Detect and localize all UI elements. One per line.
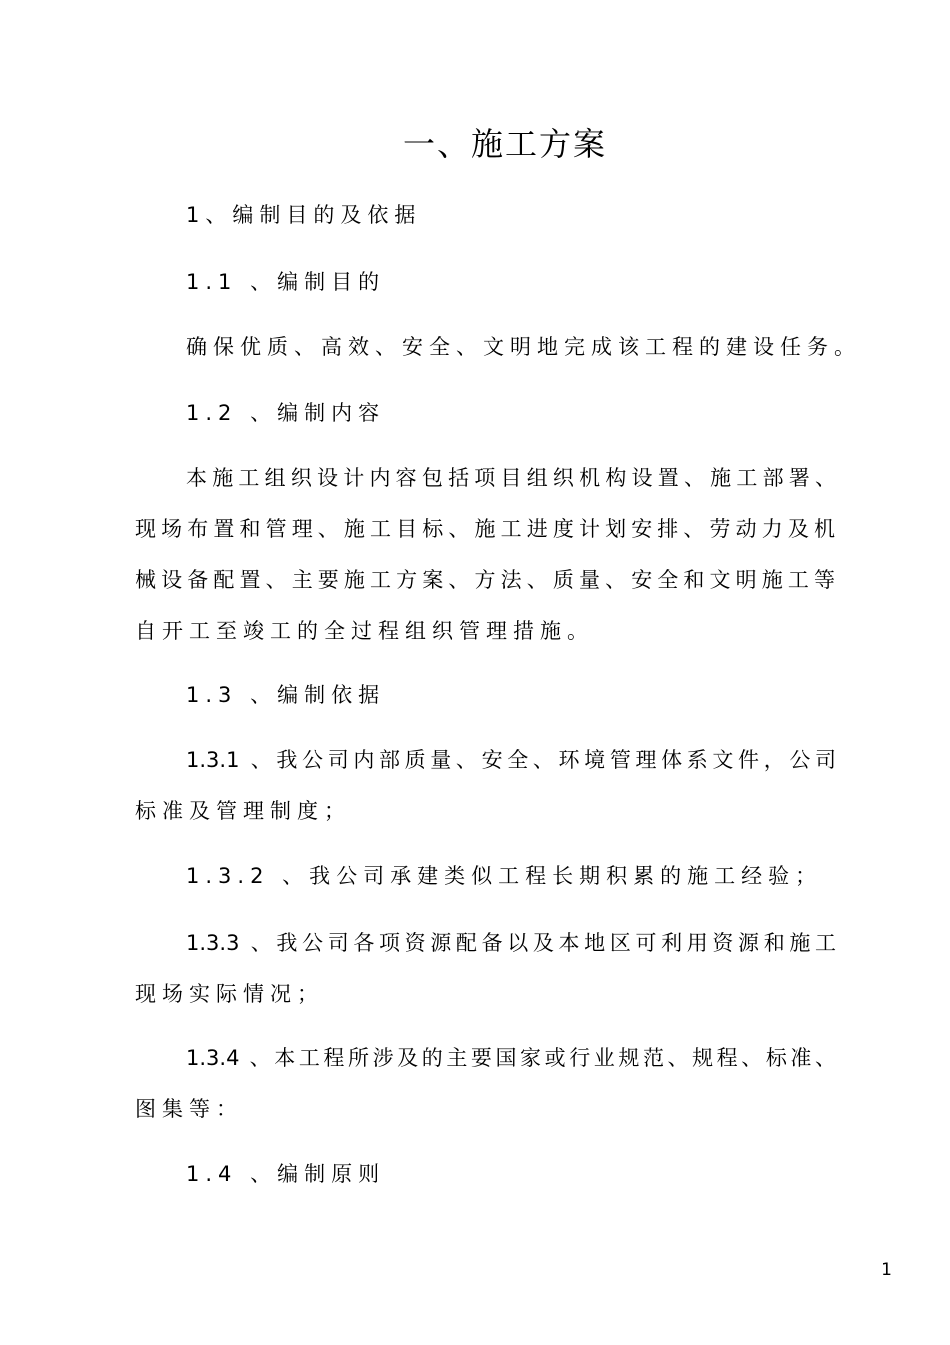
heading-1: 1、编制目的及依据 bbox=[186, 203, 422, 227]
item-1-3-4-line-2: 图集等： bbox=[135, 1097, 243, 1121]
paragraph-purpose: 确保优质、高效、安全、文明地完成该工程的建设任务。 bbox=[186, 335, 861, 359]
section-title: 一、施工方案 bbox=[402, 125, 607, 163]
item-1-3-1-line-2: 标准及管理制度； bbox=[135, 799, 351, 823]
paragraph-content-line-4: 自开工至竣工的全过程组织管理措施。 bbox=[135, 619, 594, 643]
heading-1-4: 1.4 、编制原则 bbox=[186, 1162, 386, 1186]
page-number: 1 bbox=[881, 1260, 892, 1280]
heading-1-3: 1.3 、编制依据 bbox=[186, 683, 386, 707]
paragraph-content-line-2: 现场布置和管理、施工目标、施工进度计划安排、劳动力及机 bbox=[135, 517, 835, 541]
heading-1-2: 1.2 、编制内容 bbox=[186, 401, 386, 425]
paragraph-content-line-3: 械设备配置、主要施工方案、方法、质量、安全和文明施工等 bbox=[135, 568, 835, 592]
heading-1-1: 1.1 、编制目的 bbox=[186, 270, 386, 294]
item-1-3-3-line-2: 现场实际情况； bbox=[135, 982, 324, 1006]
paragraph-content-line-1: 本施工组织设计内容包括项目组织机构设置、施工部署、 bbox=[186, 466, 836, 490]
item-1-3-3-line-1: 1.3.3 、我公司各项资源配备以及本地区可利用资源和施工 bbox=[186, 931, 836, 955]
item-1-3-1-line-1: 1.3.1 、我公司内部质量、安全、环境管理体系文件，公司 bbox=[186, 748, 836, 772]
item-1-3-2: 1.3.2 、我公司承建类似工程长期积累的施工经验； bbox=[186, 864, 823, 888]
item-1-3-4-line-1: 1.3.4 、本工程所涉及的主要国家或行业规范、规程、标准、 bbox=[186, 1046, 836, 1070]
